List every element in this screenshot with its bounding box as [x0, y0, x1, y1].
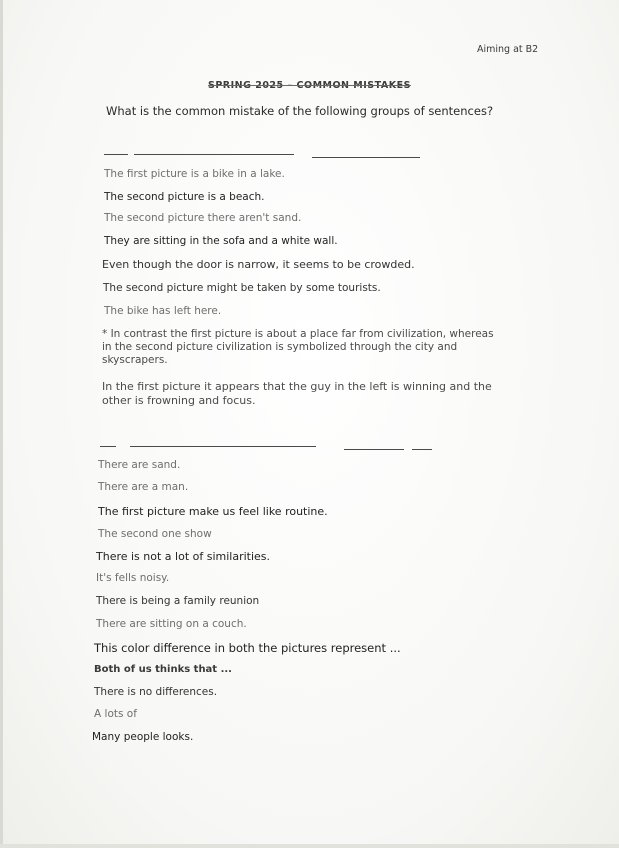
mistake-sentence: There is not a lot of similarities.: [96, 550, 271, 563]
mistake-sentence: The second one show: [98, 528, 212, 540]
mistake-sentence: There are sitting on a couch.: [96, 618, 247, 630]
mistake-sentence: Even though the door is narrow, it seems to be crowded.: [102, 258, 415, 271]
mistake-sentence: There is no differences.: [94, 686, 218, 698]
mistake-paragraph: [102, 328, 532, 367]
mistake-sentence: Both of us thinks that ...: [94, 664, 232, 675]
separator-line: [344, 449, 404, 450]
mistake-sentence: A lots of: [94, 708, 137, 720]
mistake-sentence: The second picture there aren't sand.: [104, 212, 302, 224]
mistake-sentence: There is being a family reunion: [96, 595, 260, 607]
mistake-sentence: The second picture might be taken by some tourists.: [103, 282, 381, 294]
mistake-sentence: The bike has left here.: [104, 305, 222, 317]
separator-line: [100, 446, 116, 447]
question-prompt: What is the common mistake of the following groups of sentences?: [106, 104, 494, 118]
separator-line: [104, 154, 128, 155]
mistake-sentence: This color difference in both the pictures represent ...: [94, 641, 401, 655]
mistake-sentence: There are sand.: [98, 459, 181, 471]
page-edge: [0, 0, 3, 848]
mistake-sentence: There are a man.: [98, 481, 189, 493]
separator-line: [412, 449, 432, 450]
page-edge-bottom: [0, 844, 619, 848]
paragraph-line: in the second picture civilization is symbolized through the city and: [102, 341, 458, 353]
mistake-sentence: The first picture is a bike in a lake.: [104, 168, 285, 180]
mistake-sentence: The first picture make us feel like routine.: [98, 505, 328, 518]
paragraph-line: In the first picture it appears that the guy in the left is winning and the: [102, 380, 492, 393]
level-note: Aiming at B2: [477, 44, 539, 55]
mistake-sentence: Many people looks.: [92, 731, 194, 743]
mistake-paragraph: [102, 380, 532, 408]
page-title: SPRING 2025 – COMMON MISTAKES: [208, 80, 411, 91]
paragraph-line: * In contrast the first picture is about a place far from civilization, whereas: [102, 328, 494, 340]
paragraph-line: skyscrapers.: [102, 354, 168, 366]
mistake-sentence: It's fells noisy.: [96, 572, 170, 584]
separator-line: [312, 157, 420, 158]
separator-line: [130, 446, 316, 447]
separator-line: [134, 154, 294, 155]
mistake-sentence: They are sitting in the sofa and a white wall.: [104, 235, 338, 247]
mistake-sentence: The second picture is a beach.: [104, 191, 265, 203]
paragraph-line: other is frowning and focus.: [102, 394, 256, 407]
